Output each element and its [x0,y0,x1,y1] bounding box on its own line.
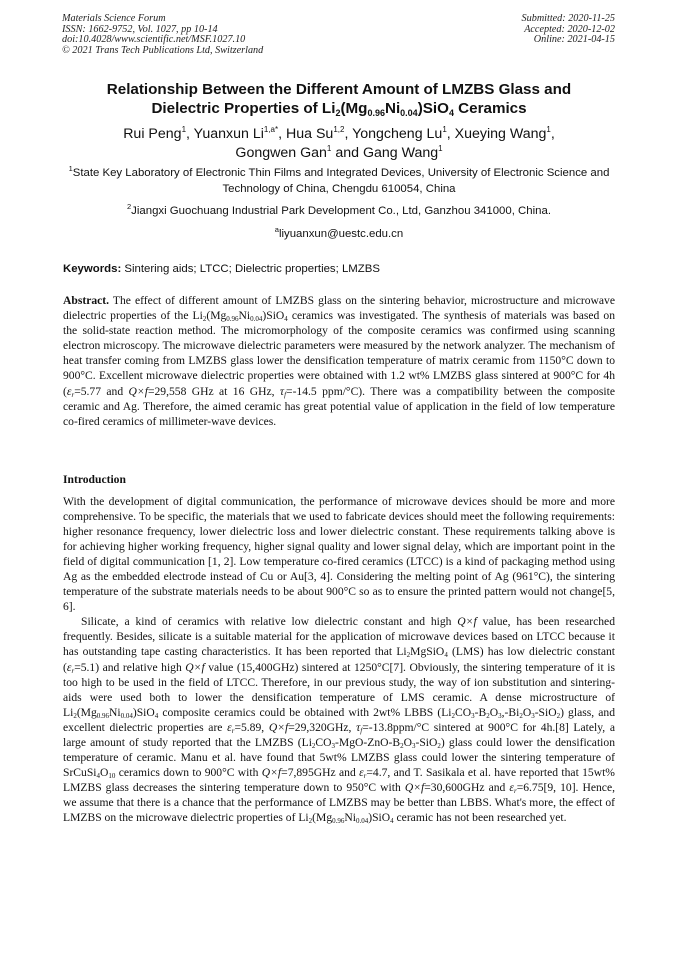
paper-title: Relationship Between the Different Amount of LMZBS Glass and Dielectric Properties of $Li_2(Mg_{0.96}Ni_{0.04})SiO_4$ Ceramics [106,81,572,118]
author: Hua Su [286,126,334,142]
corresponding-email[interactable]: $^a$liyuanxun@uestc.edu.cn [274,225,404,240]
author-list: Rui Peng$^1$, Yuanxun $Li^{1,a*}$, Hua Su$^{1,2}$, Yongcheng Lu$^1$, Xueying Wang$^1$, Gongwen Gan$^1$ and Gang Wang$^1$ [123,125,555,161]
online-date: Online: 2021-04-15 [533,34,615,46]
affiliation-1: $^1$State Key Laboratory of Electronic Thin Films and Integrated Devices, University of Electronic Science and Technology of China, Chengdu 610054, China [68,164,610,195]
journal-header-right [522,14,615,46]
author: Yuanxun Li [193,126,264,142]
paragraph: Silicate, a kind of ceramics with relative low dielectric constant and high Q×f value, has been researched frequently. Besides, silicate is a suitable material for the application of microwave devices based on LTCC because it has outstanding tape casting characteristics. It has been reported that $Li_2MgSiO_4$ (LMS) has low dielectric constant $(\varepsilon_r=5.1)$ and relative high Q×f value (15,400GHz) sintered at 1250°C[7]. Obviously, the sintering temperature of it is too high to be used in the field of LTCC. Therefore, in our previous study, the way of ion substitution and sintering-aids were used both to lower the densification temperature of LMS ceramic. A dense microstructure of $Li_2(Mg_{0.96}Ni_{0.04})SiO_4$ composite ceramics could be obtained with 2wt% LBBS $(Li_2CO_3-B_2O_3,-Bi_2O_3-SiO_2)$ glass, and excellent dielectric properties are $\varepsilon_r=5.89$, Q×f=29,320GHz, $\tau_f=-13.8ppm/^\circ C$ sintered at 900°C for 4h.[8] Lately, a large amount of study reported that the LMZBS $(Li_2CO_3-MgO-ZnO-B_2O_3-SiO_2)$ glass could lower the densification temperature of ceramic. Manu et al. have found that 5wt% LMZBS glass could lower the sintering temperature of $SrCuSi_4O_{10}$ ceramics down to 900°C with Q×f=7,895GHz and $\varepsilon_r=4.7$, and T. Sasikala et al. have reported that 15wt% LMZBS glass decreases the sintering temperature down to 950°C with Q×f=30,600GHz and $\varepsilon_r=6.75[9$, 10]. Hence, we assume that there is a chance that the performance of LMZBS may be better than LBBS. What's more, the effect of LMZBS on the microwave dielectric properties of $Li_2(Mg_{0.96}Ni_{0.04})SiO_4$ ceramic has not been researched yet. [63,615,615,825]
author: Xueying Wang [454,126,547,142]
affiliation-2: $^2$Jiangxi Guochuang Industrial Park Development Co., Ltd, Ganzhou 341000, China. [127,202,551,217]
journal-header-left [62,14,263,56]
abstract-label: Abstract. [63,294,110,307]
author: Gang Wang [362,145,439,161]
introduction-body [63,494,615,825]
abstract: Abstract. The effect of different amount of LMZBS glass on the sintering behavior, microstructure and microwave dielectric properties of the $Li_2(Mg_{0.96}Ni_{0.04})SiO_4$ ceramics was investigated. The synthesis of materials was based on the solid-state reaction method. The micromorphology of the composite ceramics was confirmed using scanning electron microscopy. The microwave dielectric parameters were measured by the network analyzer. The mechanism of heat transfer coming from LMZBS glass lower the densification temperature of matrix ceramic from 1150°C down to 900°C. Excellent microwave dielectric properties were obtained with 1.2 wt% LMZBS glass sintered at 900°C for 4h ($\varepsilon_r=5.77$ and Q×f=29,558 GHz at 16 GHz, $\tau_f=-14.5$ ppm/°C). There was a compatibility between the composite ceramic and Ag. Therefore, the aimed ceramic has great potential value of application in the field of low temperature co-fired ceramics of millimeter-wave devices. [63,294,615,428]
doi-link[interactable]: doi:10.4028/www.scientific.net/MSF.1027.10 [62,34,246,46]
section-heading-introduction: Introduction [63,473,126,486]
author: Rui Peng [123,126,182,142]
issn: ISSN: 1662-9752, Vol. 1027, pp 10-14 [62,23,218,35]
keywords: Keywords: Sintering aids; LTCC; Dielectric properties; LMZBS [63,263,380,275]
author: Gongwen Gan [235,145,327,161]
paragraph: With the development of digital communication, the performance of microwave devices should be more and more comprehensive. To be specific, the materials that we used to fabricate devices should meet the following requirements: higher resonance frequency, lower dielectric loss and lower dielectric constant. These requirements talking above is for achieving higher working frequency, higher signal quality and lower signal delay, which are important point in the field of digital communication [1, 2]. Low temperature co-fired ceramics (LTCC) is a kind of packaging method using Ag as the embedded electrode instead of Cu or Au[3, 4]. Considering the melting point of Ag (961°C), the sintering temperature of the substrate materials needs to be about 900°C so as to ensure the printed pattern would not change[5, 6]. [63,495,615,614]
journal-name: Materials Science Forum [62,13,166,24]
accepted-date: Accepted: 2020-12-02 [524,23,615,35]
copyright: © 2021 Trans Tech Publications Ltd, Switzerland [62,44,264,56]
submitted-date: Submitted: 2020-11-25 [521,13,615,24]
author: Yongcheng Lu [352,126,443,142]
